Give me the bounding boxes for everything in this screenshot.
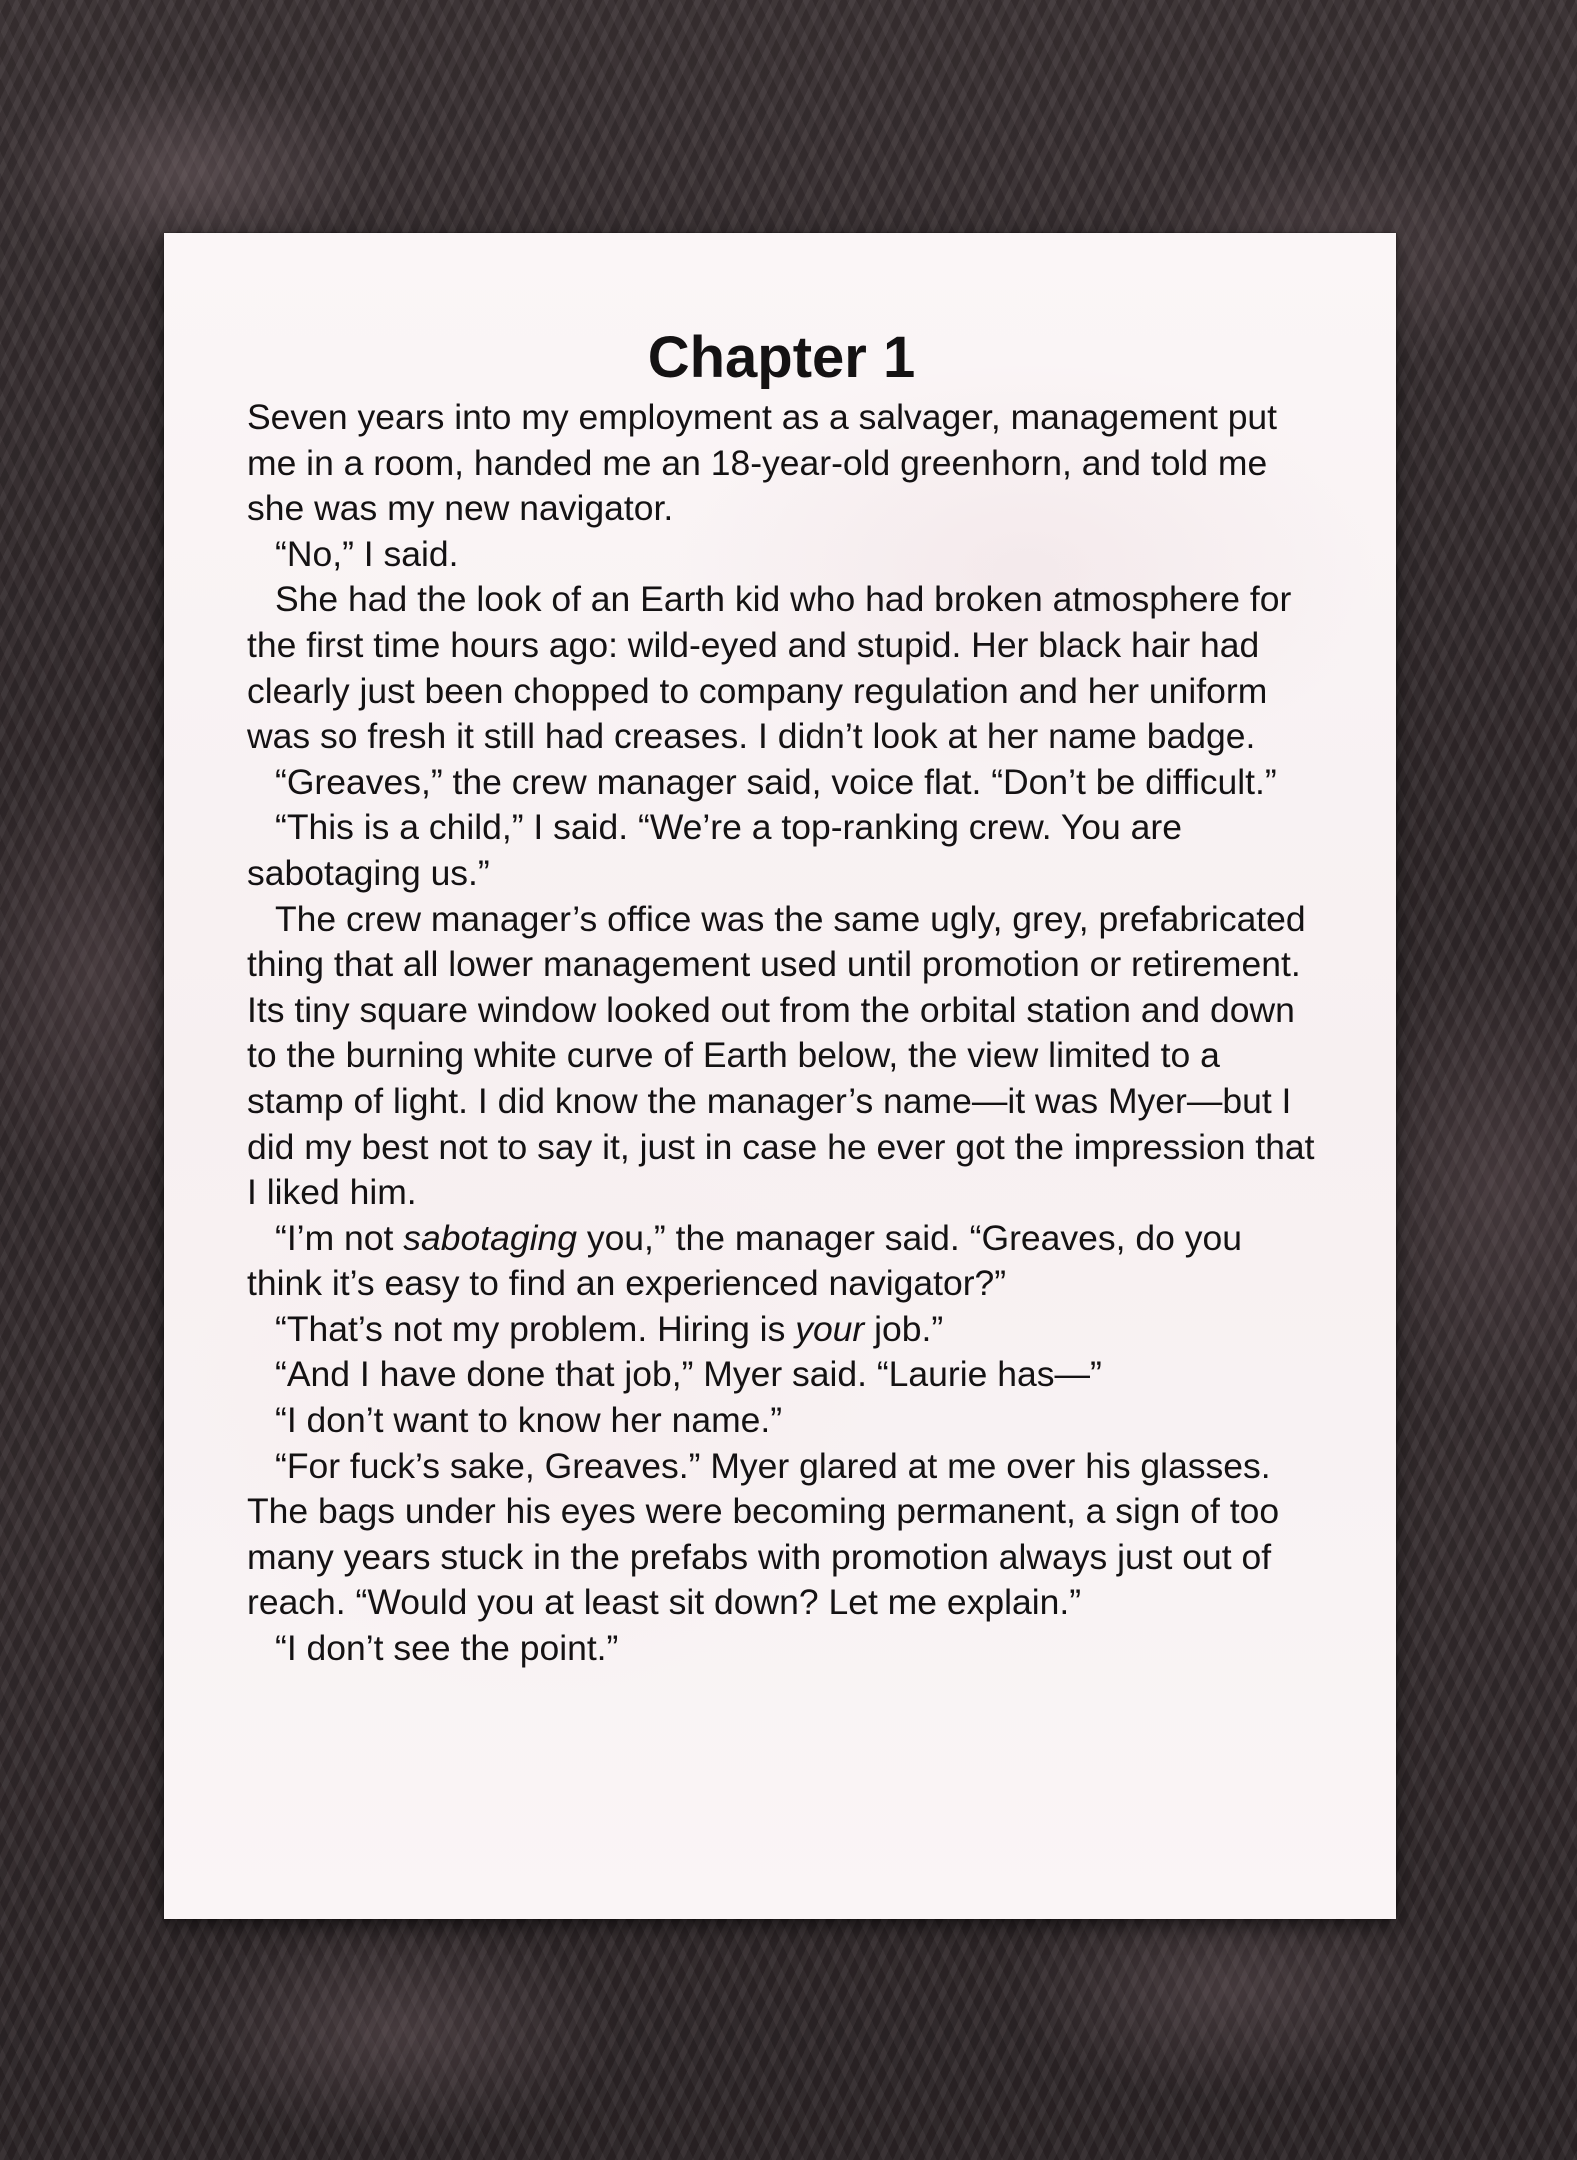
paragraph: “Greaves,” the crew manager said, voice flat. “Don’t be difficult.”: [275, 761, 1277, 802]
paragraph: “That’s not my problem. Hiring is your job.”: [275, 1308, 944, 1349]
book-page: [164, 233, 1396, 1919]
paragraph: “I don’t see the point.”: [275, 1628, 619, 1669]
paragraph: “This is a child,” I said. “We’re a top-ranking crew. You are sabotaging us.”: [247, 807, 1182, 893]
chapter-body: [247, 395, 1316, 1672]
paragraph: “No,” I said.: [275, 533, 459, 574]
paragraph: Seven years into my employment as a salvager, management put me in a room, handed me an 18-year-old greenhorn, and told me she was my new navigator.: [247, 397, 1278, 529]
paragraph: The crew manager’s office was the same ugly, grey, prefabricated thing that all lower management used until promotion or retirement. Its tiny square window looked out from the orbital station and down to the burning white curve of Earth below, the view limited to a stamp of light. I did know the manager’s name—it was Myer—but I did my best not to say it, just in case he ever got the impression that I liked him.: [247, 898, 1315, 1213]
emphasis-text: your: [795, 1308, 865, 1349]
emphasis-text: sabotaging: [403, 1217, 577, 1258]
paragraph: “I’m not sabotaging you,” the manager said. “Greaves, do you think it’s easy to find an experienced navigator?”: [247, 1217, 1242, 1304]
chapter-title: Chapter 1: [647, 325, 916, 390]
paragraph: She had the look of an Earth kid who had broken atmosphere for the first time hours ago: wild-eyed and stupid. Her black hair had clearly just been chopped to company regulation and her uniform was so fresh it still had creases. I didn’t look at her name badge.: [247, 579, 1292, 757]
paragraph: “I don’t want to know her name.”: [275, 1400, 783, 1441]
paragraph: “For fuck’s sake, Greaves.” Myer glared at me over his glasses. The bags under his eyes were becoming permanent, a sign of too many years stuck in the prefabs with promotion always just out of reach. “Would you at least sit down? Let me explain.”: [247, 1445, 1280, 1623]
paragraph: “And I have done that job,” Myer said. “Laurie has—”: [275, 1354, 1102, 1395]
